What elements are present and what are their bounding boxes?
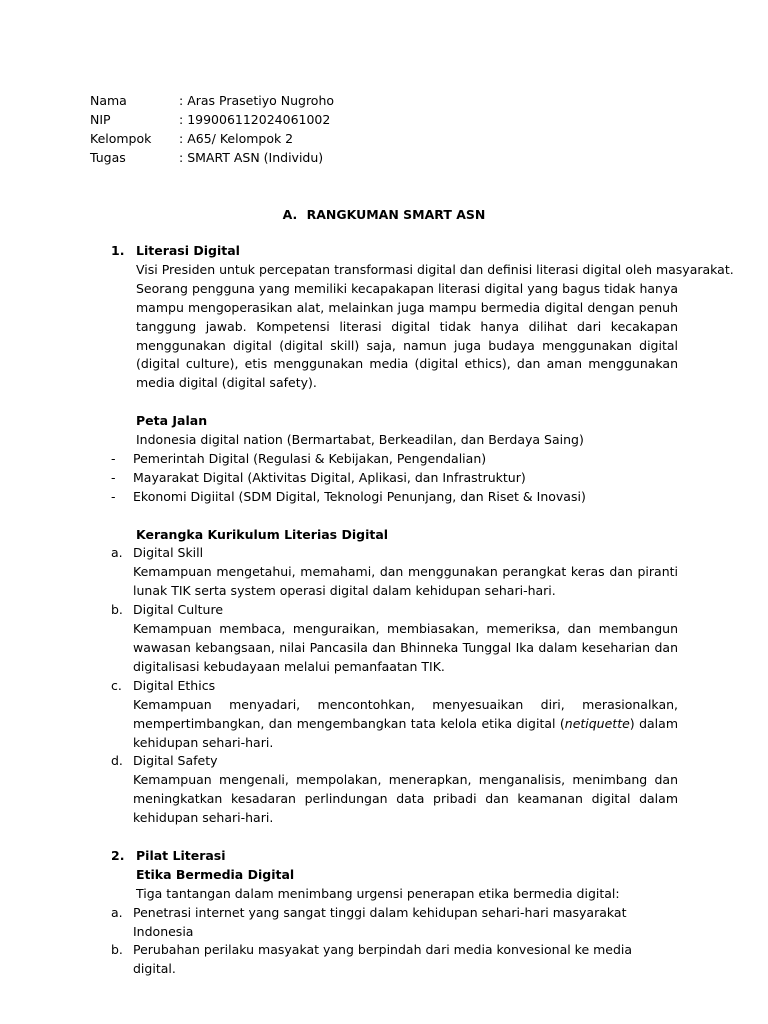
identity-label: NIP [90, 111, 111, 127]
list-item-text: Perubahan perilaku masyakat yang berpindah dari media konvesional ke media digital. [133, 942, 633, 977]
paragraph-line: Visi Presiden untuk percepatan transformasi digital dan definisi literasi digital oleh masyarakat. [136, 261, 734, 277]
identity-row-nip [90, 111, 334, 130]
list-marker: c. [111, 677, 122, 693]
heading-number: 1. [111, 243, 125, 258]
list-item-description: Kemampuan mengenali, mempolakan, menerapkan, menganalisis, menimbang dan meningkatkan kesadaran perlindungan data pribadi dan keamanan digital dalam kehidupan sehari-hari. [133, 772, 678, 826]
etika-intro: Tiga tantangan dalam menimbang urgensi penerapan etika bermedia digital: [136, 885, 620, 901]
dash-marker: - [111, 450, 116, 466]
kerangka-list [111, 544, 678, 828]
identity-label: Kelompok [90, 130, 152, 146]
list-item-text: Ekonomi Digiital (SDM Digital, Teknologi Penunjang, dan Riset & Inovasi) [133, 488, 586, 504]
description-line [133, 715, 678, 734]
identity-block [90, 92, 334, 168]
list-item [111, 752, 678, 771]
section-title-text: RANGKUMAN SMART ASN [306, 207, 486, 222]
description-line: Kemampuan menyadari, mencontohkan, menyesuaikan diri, merasionalkan, [133, 696, 678, 712]
description-text: mempertimbangkan, dan mengembangkan tata kelola etika digital ( [133, 715, 565, 731]
dash-marker: - [111, 469, 116, 485]
etika-list [111, 904, 678, 980]
content [111, 242, 734, 979]
heading-text: Literasi Digital [136, 243, 240, 258]
list-marker: a. [111, 904, 123, 920]
paragraph-text: Seorang pengguna yang memiliki kecapakapan literasi digital yang bagus tidak hanya mampu mengoperasikan alat, melainkan juga mampu bermedia digital dengan penuh tanggung jawab. Kompetensi literasi digital tidak hanya dilihat dari kecakapan menggunakan digital (digital skill) saja, namun juga budaya menggunakan digital (digital culture), etis menggunakan media (digital ethics), dan aman menggunakan media digital (digital safety). [136, 280, 678, 391]
list-item-text: Mayarakat Digital (Aktivitas Digital, Aplikasi, dan Infrastruktur) [133, 469, 526, 485]
list-item [111, 941, 678, 979]
identity-row-kelompok [90, 130, 334, 149]
list-item [111, 601, 678, 620]
list-item-description: Kemampuan mengetahui, memahami, dan menggunakan perangkat keras dan piranti lunak TIK serta system operasi digital dalam kehidupan sehari-hari. [133, 564, 678, 599]
list-item-text: Pemerintah Digital (Regulasi & Kebijakan, Pengendalian) [133, 450, 487, 466]
list-item-label: Digital Culture [133, 602, 224, 618]
heading-text: Pilat Literasi [136, 847, 226, 863]
description-italic: netiquette [564, 715, 630, 731]
list-marker: b. [111, 942, 123, 958]
list-item [111, 469, 678, 488]
list-marker: a. [111, 545, 123, 561]
list-marker: b. [111, 602, 123, 618]
identity-row-name [90, 92, 334, 111]
section-letter: A. [282, 207, 298, 222]
heading-number: 2. [111, 847, 125, 863]
identity-label: Tugas [90, 149, 126, 165]
list-item-label: Digital Ethics [133, 677, 216, 693]
etika-heading: Etika Bermedia Digital [136, 866, 295, 882]
peta-jalan-block [136, 412, 678, 450]
list-marker: d. [111, 753, 123, 769]
description-text: ) dalam [629, 715, 678, 731]
identity-value: : 199006112024061002 [179, 112, 330, 127]
list-item-description [111, 696, 678, 753]
list-item [111, 677, 678, 696]
identity-value: : SMART ASN (Individu) [179, 150, 323, 165]
peta-jalan-list [111, 450, 678, 507]
list-item [111, 450, 678, 469]
heading-pilat-literasi [111, 847, 678, 866]
list-item [111, 544, 678, 563]
identity-value: : A65/ Kelompok 2 [179, 131, 293, 146]
list-item [111, 904, 678, 942]
identity-label: Nama [90, 93, 127, 108]
identity-row-tugas [90, 149, 334, 168]
section-title [0, 206, 768, 225]
dash-marker: - [111, 488, 116, 504]
heading-literasi-digital [111, 242, 678, 261]
list-item-label: Digital Skill [133, 545, 204, 561]
list-item-text: Penetrasi internet yang sangat tinggi dalam kehidupan sehari-hari masyarakat Indonesia [133, 904, 627, 939]
list-item [111, 488, 678, 507]
list-item-label: Digital Safety [133, 753, 218, 769]
description-line: kehidupan sehari-hari. [133, 734, 274, 750]
literasi-paragraph [136, 261, 734, 393]
peta-jalan-heading: Peta Jalan [136, 413, 208, 429]
kerangka-heading: Kerangka Kurikulum Literias Digital [136, 526, 389, 542]
identity-value: : Aras Prasetiyo Nugroho [179, 93, 334, 108]
list-item-description: Kemampuan membaca, menguraikan, membiasakan, memeriksa, dan membangun wawasan kebangsaan, nilai Pancasila dan Bhinneka Tunggal Ika dalam keseharian dan digitalisasi kebudayaan melalui pemanfaatan TIK. [133, 621, 678, 674]
peta-jalan-intro: Indonesia digital nation (Bermartabat, Berkeadilan, dan Berdaya Saing) [136, 432, 584, 448]
